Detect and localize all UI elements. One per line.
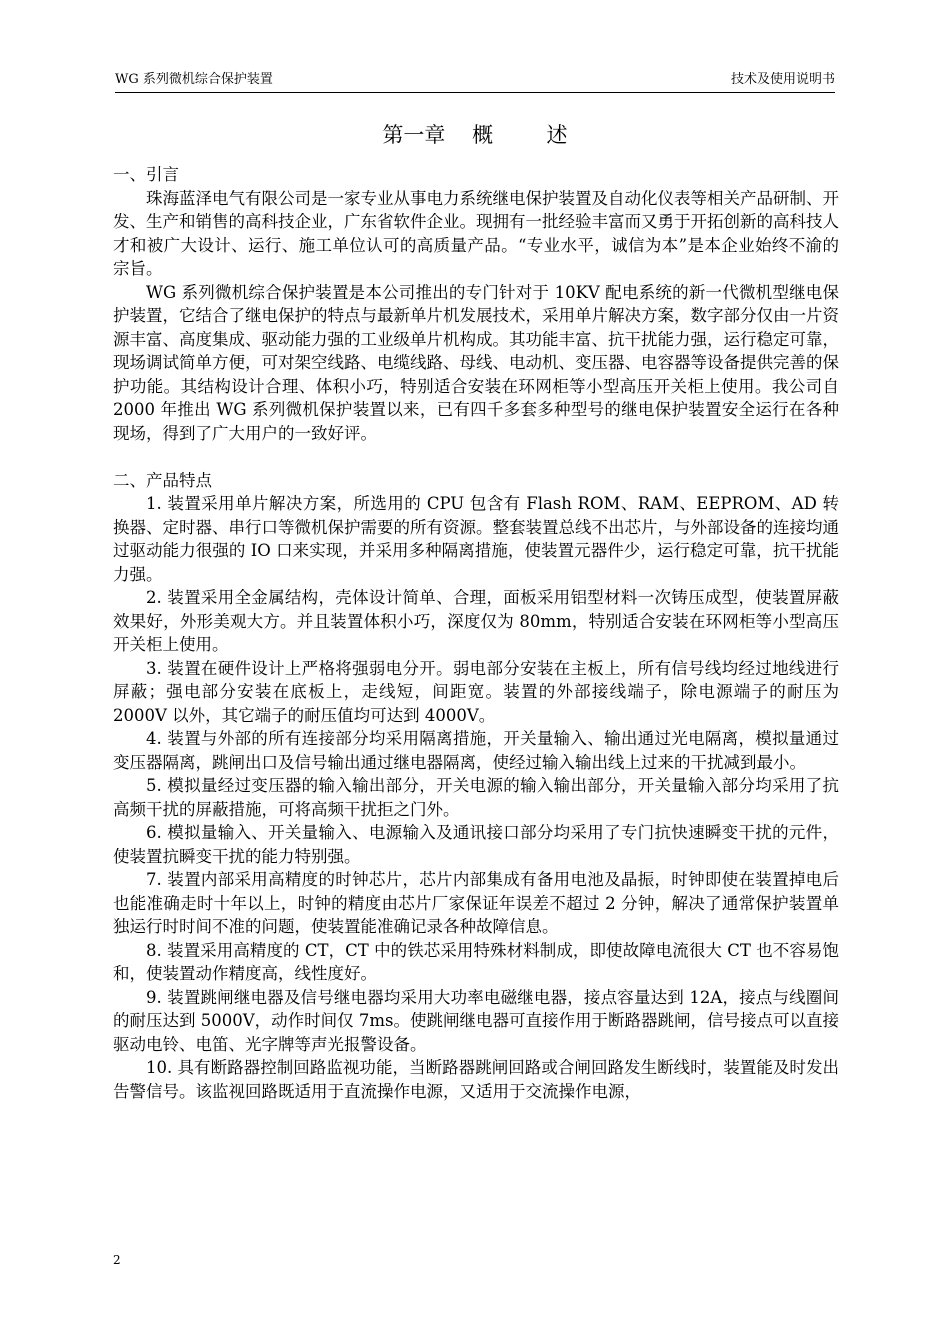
section-heading-features: 二、产品特点 [113,470,212,490]
header-document-type: 技术及使用说明书 [730,72,835,87]
feature-paragraph-10: 10. 具有断路器控制回路监视功能，当断路器跳闸回路或合闸回路发生断线时，装置能及时发出告警信号。该监视回路既适用于直流操作电源，又适用于交流操作电源， [113,1058,839,1101]
feature-paragraph-5: 5. 模拟量经过变压器的输入输出部分，开关电源的输入输出部分，开关量输入部分均采用了抗高频干扰的屏蔽措施，可将高频干扰拒之门外。 [113,776,839,819]
feature-paragraph-7: 7. 装置内部采用高精度的时钟芯片，芯片内部集成有备用电池及晶振，时钟即使在装置掉电后也能准确走时十年以上，时钟的精度由芯片厂家保证年误差不超过 2 分钟，解决了通常保护装置单独运行时时间不准的问题，使装置能准确记录各种故障信息。 [113,870,839,936]
section-heading-intro: 一、引言 [113,165,179,184]
feature-paragraph-9: 9. 装置跳闸继电器及信号继电器均采用大功率电磁继电器，接点容量达到 12A，接点与线圈间的耐压达到 5000V，动作时间仅 7ms。使跳闸继电器可直接作用于断路器跳闸，信号接点可以直接驱动电铃、电笛、光字牌等声光报警设备。 [113,987,840,1054]
feature-paragraph-1: 1. 装置采用单片解决方案，所选用的 CPU 包含有 Flash ROM、RAM、EEPROM、AD 转换器、定时器、串行口等微机保护需要的所有资源。整套装置总线不出芯片，与外部设备的连接均通过驱动能力很强的 IO 口来实现，并采用多种隔离措施，使装置元器件少，运行稳定可靠，抗干扰能力强。 [113,494,839,584]
section-spacer [113,445,839,469]
intro-paragraph: WG 系列微机综合保护装置是本公司推出的专门针对于 10KV 配电系统的新一代微机型继电保护装置，它结合了继电保护的特点与最新单片机发展技术，采用单片解决方案，数字部分仅由一片资源丰富、高度集成、驱动能力强的工业级单片机构成。其功能丰富、抗干扰能力强，运行稳定可靠，现场调试简单方便，可对架空线路、电缆线路、母线、电动机、变压器、电容器等设备提供完善的保护功能。其结构设计合理、体积小巧，特别适合安装在环网柜等小型高压开关柜上使用。我公司自 2000 年推出 WG 系列微机保护装置以来，已有四千多套多种型号的继电保护装置安全运行在各种现场，得到了广大用户的一致好评。 [113,282,839,443]
feature-paragraph-6: 6. 模拟量输入、开关量输入、电源输入及通讯接口部分均采用了专门抗快速瞬变干扰的元件，使装置抗瞬变干扰的能力特别强。 [113,823,839,866]
feature-paragraph-8: 8. 装置采用高精度的 CT，CT 中的铁芯采用特殊材料制成，即使故障电流很大 CT 也不容易饱和，使装置动作精度高，线性度好。 [113,940,839,983]
body-text [113,163,839,1103]
page-number: 2 [113,1253,121,1267]
feature-paragraph-4: 4. 装置与外部的所有连接部分均采用隔离措施，开关量输入、输出通过光电隔离，模拟量通过变压器隔离，跳闸出口及信号输出通过继电器隔离，使经过输入输出线上过来的干扰减到最小。 [113,729,839,772]
header-document-series: WG 系列微机综合保护装置 [115,72,273,87]
feature-paragraph-3: 3. 装置在硬件设计上严格将强弱电分开。弱电部分安装在主板上，所有信号线均经过地线进行屏蔽；强电部分安装在底板上，走线短，间距宽。装置的外部接线端子，除电源端子的耐压为 2000V 以外，其它端子的耐压值均可达到 4000V。 [113,658,839,725]
feature-paragraph-2: 2. 装置采用全金属结构，壳体设计简单、合理，面板采用铝型材料一次铸压成型，使装置屏蔽效果好，外形美观大方。并且装置体积小巧，深度仅为 80mm，特别适合安装在环网柜等小型高压开关柜上使用。 [113,588,839,654]
running-header [115,70,835,93]
chapter-title: 第一章 概 述 [382,123,568,147]
intro-paragraph: 珠海蓝泽电气有限公司是一家专业从事电力系统继电保护装置及自动化仪表等相关产品研制、开发、生产和销售的高科技企业，广东省软件企业。现拥有一批经验丰富而又勇于开拓创新的高科技人才和被广大设计、运行、施工单位认可的高质量产品。“专业水平，诚信为本”是本企业始终不渝的宗旨。 [113,188,839,278]
